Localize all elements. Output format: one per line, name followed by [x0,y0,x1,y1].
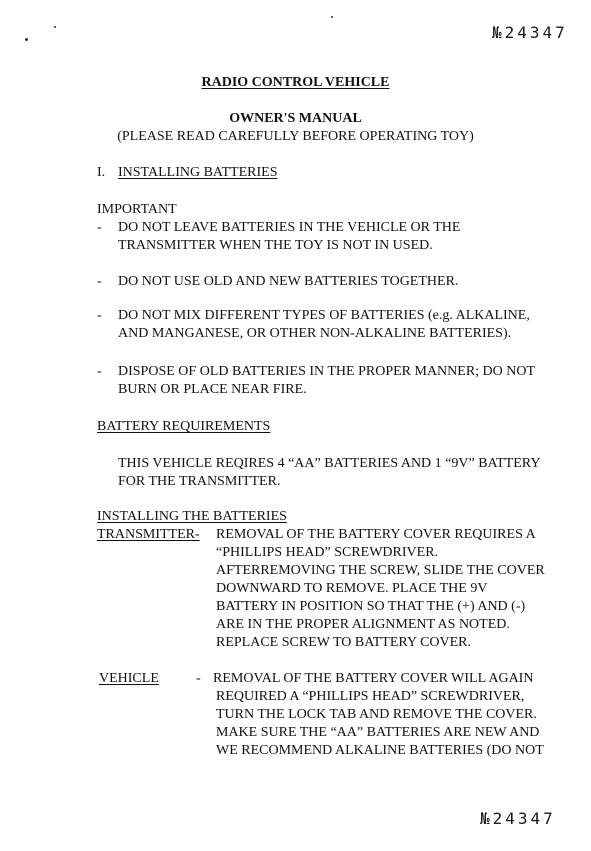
bullet-dash: - [97,308,102,323]
vehicle-label: VEHICLE [99,671,159,686]
bullet-dash: - [97,274,102,289]
document-stamp-bottom: №24347 [480,809,556,828]
bullet-dash: - [97,220,102,235]
document-subtitle: OWNER'S MANUAL [229,111,362,126]
document-note: (PLEASE READ CAREFULLY BEFORE OPERATING TOY) [117,129,474,144]
important-item-line: DO NOT USE OLD AND NEW BATTERIES TOGETHER. [118,274,459,289]
requirements-heading: BATTERY REQUIREMENTS [97,419,271,434]
important-item-line: DISPOSE OF OLD BATTERIES IN THE PROPER MANNER; DO NOT [118,364,536,379]
transmitter-line: ARE IN THE PROPER ALIGNMENT AS NOTED. [216,617,510,632]
vehicle-dash: - [196,671,201,686]
requirements-line: FOR THE TRANSMITTER. [118,474,281,489]
vehicle-line: TURN THE LOCK TAB AND REMOVE THE COVER. [216,707,537,722]
important-item-line: DO NOT LEAVE BATTERIES IN THE VEHICLE OR THE [118,220,461,235]
transmitter-label: TRANSMITTER- [97,527,200,542]
vehicle-line: MAKE SURE THE “AA” BATTERIES ARE NEW AND [216,725,540,740]
transmitter-line: BATTERY IN POSITION SO THAT THE (+) AND (-) [216,599,526,614]
important-item-line: BURN OR PLACE NEAR FIRE. [118,382,307,397]
important-item-line: TRANSMITTER WHEN THE TOY IS NOT IN USED. [118,238,433,253]
important-heading: IMPORTANT [97,202,177,217]
transmitter-line: REMOVAL OF THE BATTERY COVER REQUIRES A [216,527,536,542]
section-number: I. [97,165,106,180]
important-item-line: DO NOT MIX DIFFERENT TYPES OF BATTERIES (e.g. ALKALINE, [118,308,530,323]
scan-speck [54,26,56,28]
scan-speck [331,16,333,18]
document-stamp-top: №24347 [492,23,568,42]
important-item-line: AND MANGANESE, OR OTHER NON-ALKALINE BATTERIES). [118,326,512,341]
bullet-dash: - [97,364,102,379]
transmitter-line: AFTERREMOVING THE SCREW, SLIDE THE COVER [216,563,545,578]
transmitter-line: REPLACE SCREW TO BATTERY COVER. [216,635,472,650]
vehicle-line: REQUIRED A “PHILLIPS HEAD” SCREWDRIVER, [216,689,525,704]
section-title: INSTALLING BATTERIES [118,165,278,180]
document-title: RADIO CONTROL VEHICLE [201,75,390,90]
installing-heading: INSTALLING THE BATTERIES [97,509,287,524]
vehicle-line: REMOVAL OF THE BATTERY COVER WILL AGAIN [213,671,534,686]
transmitter-line: “PHILLIPS HEAD” SCREWDRIVER. [216,545,439,560]
vehicle-line: WE RECOMMEND ALKALINE BATTERIES (DO NOT [216,743,544,758]
requirements-line: THIS VEHICLE REQIRES 4 “AA” BATTERIES AND 1 “9V” BATTERY [118,456,541,471]
scan-speck [25,38,28,41]
transmitter-line: DOWNWARD TO REMOVE. PLACE THE 9V [216,581,488,596]
